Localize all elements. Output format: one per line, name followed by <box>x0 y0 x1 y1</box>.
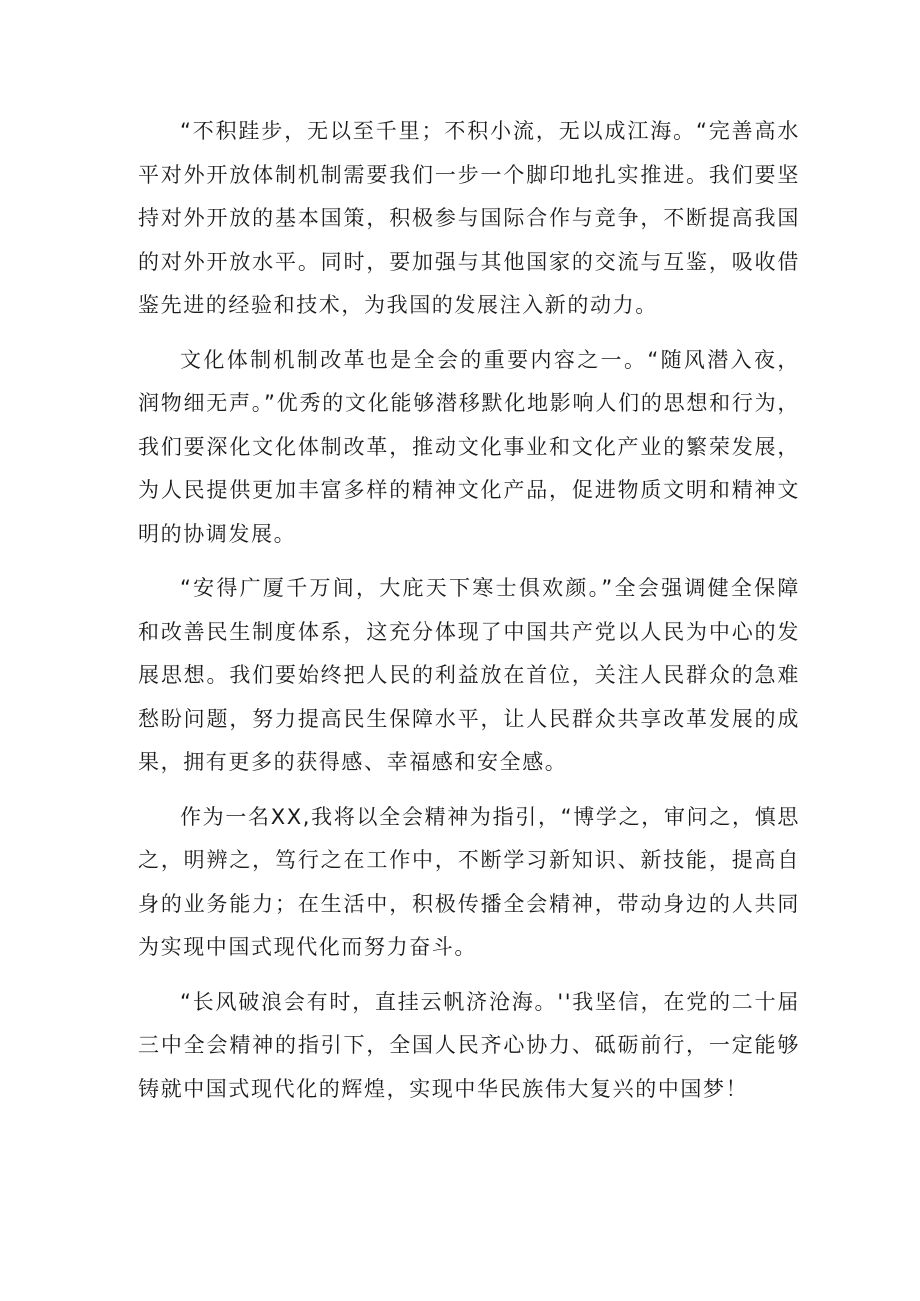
paragraph-culture-reform: 文化体制机制改革也是全会的重要内容之一。“随风潜入夜，润物细无声。”优秀的文化能够潜移默化地影响人们的思想和行为，我们要深化文化体制改革，推动文化事业和文化产业的繁荣发展，为人民提供更加丰富多样的精神文化产品，促进物质文明和精神文明的协调发展。 <box>138 347 800 546</box>
paragraph-opening-up: “不积跬步，无以至千里；不积小流，无以成江海。“完善高水平对外开放体制机制需要我们一步一个脚印地扎实推进。我们要坚持对外开放的基本国策，积极参与国际合作与竞争，不断提高我国的对外开放水平。同时，要加强与其他国家的交流与互鉴，吸收借鉴先进的经验和技术，为我国的发展注入新的动力。 <box>138 119 800 317</box>
paragraph-livelihood: “安得广厦千万间，大庇天下寒士俱欢颜。”全会强调健全保障和改善民生制度体系，这充分体现了中国共产党以人民为中心的发展思想。我们要始终把人民的利益放在首位，关注人民群众的急难愁盼问题，努力提高民生保障水平，让人民群众共享改革发展的成果，拥有更多的获得感、幸福感和安全感。 <box>138 576 800 774</box>
paragraph-conclusion: “长风破浪会有时，直挂云帆济沧海。''我坚信，在党的二十届三中全会精神的指引下，全国人民齐心协力、砥砺前行，一定能够铸就中国式现代化的辉煌，实现中华民族伟大复兴的中国梦！ <box>138 989 800 1101</box>
document-body <box>138 110 800 1111</box>
paragraph-personal-commitment: 作为一名XX,我将以全会精神为指引，“博学之，审问之，慎思之，明辨之，笃行之在工作中，不断学习新知识、新技能，提高自身的业务能力；在生活中，积极传播全会精神，带动身边的人共同为实现中国式现代化而努力奋斗。 <box>138 804 800 959</box>
